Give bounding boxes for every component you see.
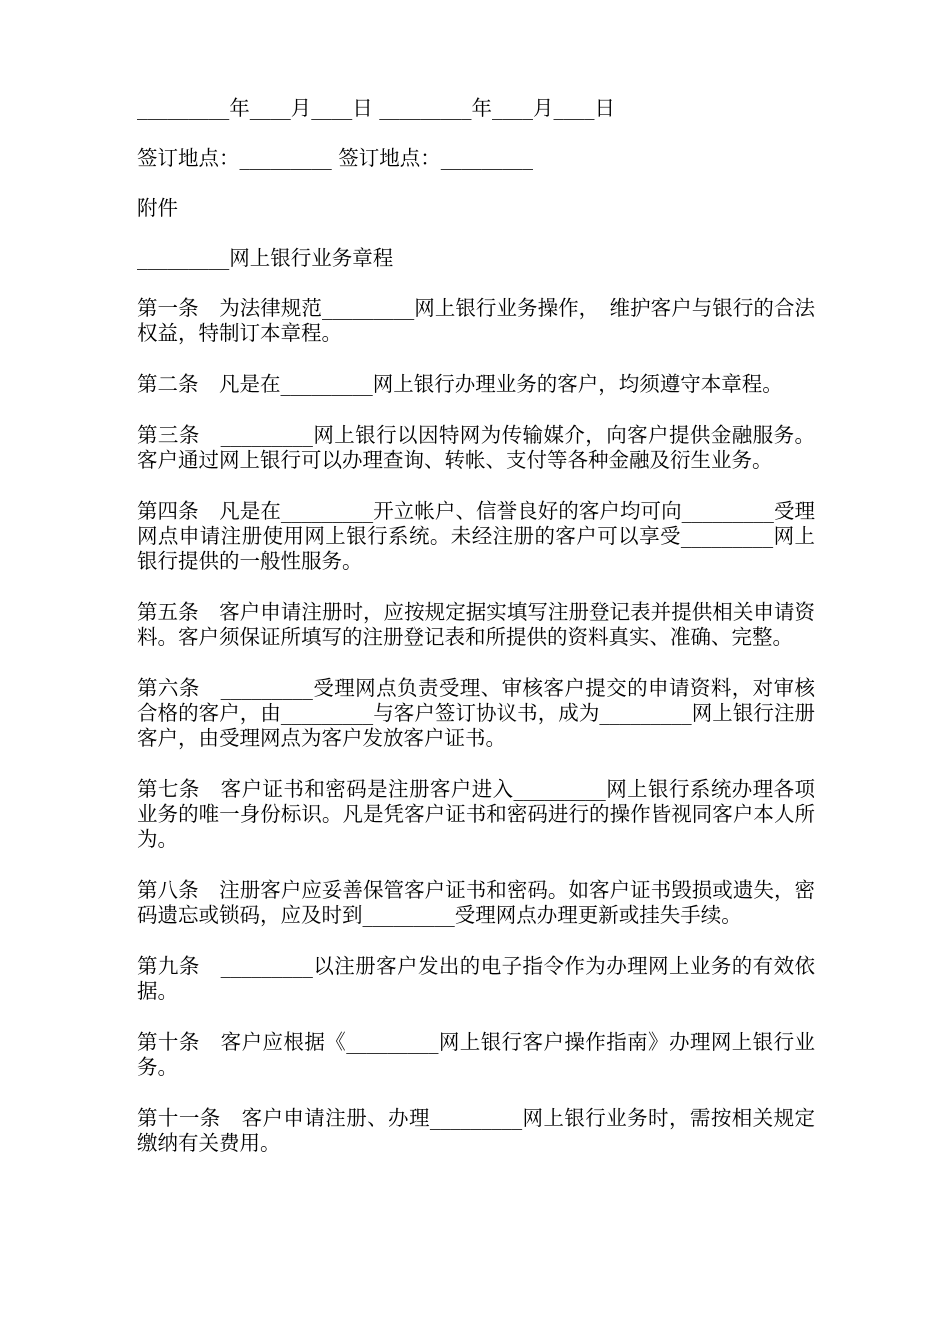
appendix-label: 附件 — [137, 196, 178, 220]
article-7: 第七条 客户证书和密码是注册客户进入_________网上银行系统办理各项业务的唯一身份标识。凡是凭客户证书和密码进行的操作皆视同客户本人所为。 — [137, 777, 815, 851]
document-page — [137, 96, 815, 1182]
article-9: 第九条 _________以注册客户发出的电子指令作为办理网上业务的有效依据。 — [137, 954, 815, 1003]
article-2: 第二条 凡是在_________网上银行办理业务的客户，均须遵守本章程。 — [137, 372, 783, 396]
article-4: 第四条 凡是在_________开立帐户、信誉良好的客户均可向_________受理网点申请注册使用网上银行系统。未经注册的客户可以享受_________网上银行提供的一般性服务。 — [137, 499, 815, 573]
article-8: 第八条 注册客户应妥善保管客户证书和密码。如客户证书毁损或遗失，密码遗忘或锁码，应及时到_________受理网点办理更新或挂失手续。 — [137, 878, 815, 927]
appendix-title: _________网上银行业务章程 — [137, 246, 394, 270]
article-3: 第三条 _________网上银行以因特网为传输媒介，向客户提供金融服务。客户通过网上银行可以办理查询、转帐、支付等各种金融及衍生业务。 — [137, 423, 815, 472]
signature-date-line: _________年____月____日 _________年____月____日 — [137, 96, 616, 120]
article-5: 第五条 客户申请注册时，应按规定据实填写注册登记表并提供相关申请资料。客户须保证所填写的注册登记表和所提供的资料真实、准确、完整。 — [137, 600, 815, 649]
article-11: 第十一条 客户申请注册、办理_________网上银行业务时，需按相关规定缴纳有关费用。 — [137, 1106, 815, 1155]
article-1: 第一条 为法律规范_________网上银行业务操作， 维护客户与银行的合法权益，特制订本章程。 — [137, 296, 815, 345]
signing-place-line: 签订地点：_________ 签订地点：_________ — [137, 146, 534, 170]
article-10: 第十条 客户应根据《_________网上银行客户操作指南》办理网上银行业务。 — [137, 1030, 815, 1079]
article-6: 第六条 _________受理网点负责受理、审核客户提交的申请资料，对审核合格的客户，由_________与客户签订协议书，成为_________网上银行注册客户，由受理网点为客户发放客户证书。 — [137, 676, 815, 750]
